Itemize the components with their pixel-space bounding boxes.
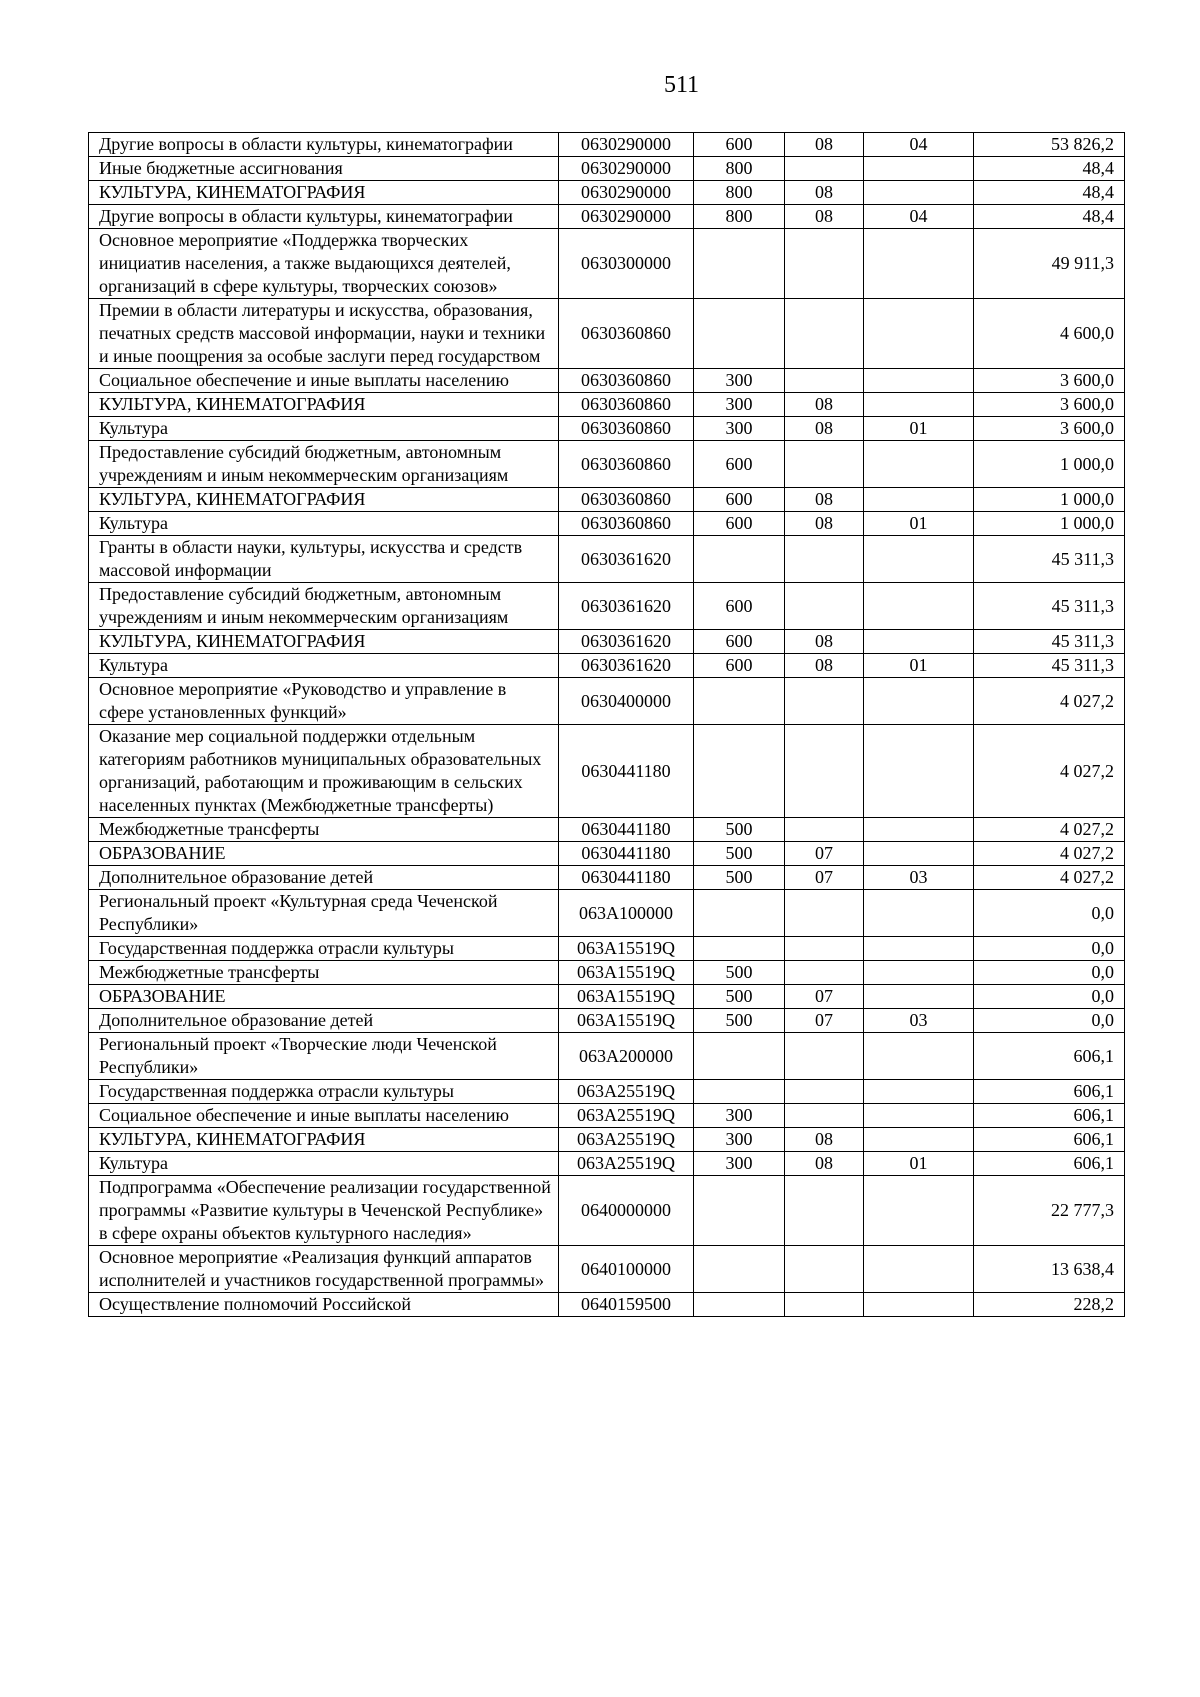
table-row xyxy=(89,961,1125,985)
section-cell xyxy=(785,937,864,961)
section-cell: 08 xyxy=(785,417,864,441)
target-code-cell: 0630361620 xyxy=(559,583,694,630)
subsection-cell xyxy=(864,1246,974,1293)
expense-type-cell: 300 xyxy=(694,1128,785,1152)
amount-cell: 0,0 xyxy=(974,937,1125,961)
item-name-cell: Дополнительное образование детей xyxy=(89,866,559,890)
subsection-cell xyxy=(864,818,974,842)
subsection-cell xyxy=(864,1104,974,1128)
amount-cell: 45 311,3 xyxy=(974,630,1125,654)
item-name-cell: Другие вопросы в области культуры, кинематографии xyxy=(89,205,559,229)
subsection-cell xyxy=(864,1033,974,1080)
amount-cell: 13 638,4 xyxy=(974,1246,1125,1293)
section-cell xyxy=(785,725,864,818)
subsection-cell xyxy=(864,488,974,512)
table-row xyxy=(89,1128,1125,1152)
item-name-cell: Культура xyxy=(89,512,559,536)
section-cell xyxy=(785,1246,864,1293)
section-cell xyxy=(785,961,864,985)
table-row xyxy=(89,181,1125,205)
expense-type-cell: 300 xyxy=(694,1152,785,1176)
amount-cell: 3 600,0 xyxy=(974,369,1125,393)
table-row xyxy=(89,1033,1125,1080)
subsection-cell: 04 xyxy=(864,205,974,229)
expense-type-cell: 500 xyxy=(694,842,785,866)
section-cell xyxy=(785,1176,864,1246)
subsection-cell xyxy=(864,1176,974,1246)
item-name-cell: ОБРАЗОВАНИЕ xyxy=(89,985,559,1009)
expense-type-cell xyxy=(694,229,785,299)
subsection-cell: 01 xyxy=(864,417,974,441)
subsection-cell: 04 xyxy=(864,133,974,157)
section-cell: 08 xyxy=(785,488,864,512)
section-cell: 07 xyxy=(785,985,864,1009)
expense-type-cell xyxy=(694,1080,785,1104)
item-name-cell: Другие вопросы в области культуры, кинематографии xyxy=(89,133,559,157)
amount-cell: 22 777,3 xyxy=(974,1176,1125,1246)
amount-cell: 1 000,0 xyxy=(974,441,1125,488)
expense-type-cell: 600 xyxy=(694,630,785,654)
item-name-cell: Социальное обеспечение и иные выплаты населению xyxy=(89,1104,559,1128)
expense-type-cell: 600 xyxy=(694,488,785,512)
item-name-cell: Основное мероприятие «Поддержка творческих инициатив населения, а также выдающихся деятелей, организаций в сфере культуры, творческих союзов» xyxy=(89,229,559,299)
amount-cell: 606,1 xyxy=(974,1033,1125,1080)
subsection-cell xyxy=(864,678,974,725)
subsection-cell xyxy=(864,229,974,299)
expense-type-cell: 300 xyxy=(694,393,785,417)
section-cell: 08 xyxy=(785,654,864,678)
target-code-cell: 063A15519Q xyxy=(559,961,694,985)
target-code-cell: 063A25519Q xyxy=(559,1152,694,1176)
subsection-cell xyxy=(864,725,974,818)
section-cell: 08 xyxy=(785,1128,864,1152)
amount-cell: 4 600,0 xyxy=(974,299,1125,369)
table-row xyxy=(89,441,1125,488)
section-cell xyxy=(785,536,864,583)
expense-type-cell: 300 xyxy=(694,369,785,393)
item-name-cell: Социальное обеспечение и иные выплаты населению xyxy=(89,369,559,393)
table-row xyxy=(89,1080,1125,1104)
target-code-cell: 0630290000 xyxy=(559,205,694,229)
subsection-cell xyxy=(864,181,974,205)
target-code-cell: 0630300000 xyxy=(559,229,694,299)
table-row xyxy=(89,157,1125,181)
item-name-cell: Подпрограмма «Обеспечение реализации государственной программы «Развитие культуры в Чеченской Республике» в сфере охраны объектов культурного наследия» xyxy=(89,1176,559,1246)
target-code-cell: 0630360860 xyxy=(559,512,694,536)
subsection-cell xyxy=(864,890,974,937)
amount-cell: 1 000,0 xyxy=(974,512,1125,536)
amount-cell: 48,4 xyxy=(974,157,1125,181)
expense-type-cell: 600 xyxy=(694,583,785,630)
amount-cell: 4 027,2 xyxy=(974,678,1125,725)
target-code-cell: 063A15519Q xyxy=(559,985,694,1009)
table-row xyxy=(89,229,1125,299)
expense-type-cell: 500 xyxy=(694,866,785,890)
amount-cell: 4 027,2 xyxy=(974,725,1125,818)
target-code-cell: 0630441180 xyxy=(559,866,694,890)
amount-cell: 49 911,3 xyxy=(974,229,1125,299)
item-name-cell: Региональный проект «Творческие люди Чеченской Республики» xyxy=(89,1033,559,1080)
item-name-cell: Государственная поддержка отрасли культуры xyxy=(89,1080,559,1104)
table-row xyxy=(89,1293,1125,1317)
table-row xyxy=(89,1009,1125,1033)
target-code-cell: 063A25519Q xyxy=(559,1104,694,1128)
subsection-cell xyxy=(864,1128,974,1152)
expense-type-cell xyxy=(694,678,785,725)
expense-type-cell xyxy=(694,299,785,369)
section-cell xyxy=(785,229,864,299)
section-cell: 08 xyxy=(785,630,864,654)
section-cell xyxy=(785,1104,864,1128)
expense-type-cell: 600 xyxy=(694,654,785,678)
amount-cell: 0,0 xyxy=(974,1009,1125,1033)
amount-cell: 3 600,0 xyxy=(974,393,1125,417)
table-row xyxy=(89,369,1125,393)
expense-type-cell: 500 xyxy=(694,818,785,842)
table-row xyxy=(89,1176,1125,1246)
subsection-cell xyxy=(864,157,974,181)
subsection-cell xyxy=(864,1080,974,1104)
item-name-cell: Предоставление субсидий бюджетным, автономным учреждениям и иным некоммерческим организациям xyxy=(89,441,559,488)
item-name-cell: Основное мероприятие «Реализация функций аппаратов исполнителей и участников государственной программы» xyxy=(89,1246,559,1293)
expense-type-cell: 600 xyxy=(694,512,785,536)
target-code-cell: 0630290000 xyxy=(559,133,694,157)
table-row xyxy=(89,1104,1125,1128)
expense-type-cell: 800 xyxy=(694,205,785,229)
item-name-cell: КУЛЬТУРА, КИНЕМАТОГРАФИЯ xyxy=(89,1128,559,1152)
section-cell xyxy=(785,157,864,181)
subsection-cell xyxy=(864,961,974,985)
expense-type-cell xyxy=(694,890,785,937)
subsection-cell xyxy=(864,299,974,369)
item-name-cell: Межбюджетные трансферты xyxy=(89,961,559,985)
table-row xyxy=(89,536,1125,583)
target-code-cell: 0630441180 xyxy=(559,725,694,818)
target-code-cell: 0630360860 xyxy=(559,369,694,393)
subsection-cell xyxy=(864,937,974,961)
item-name-cell: Межбюджетные трансферты xyxy=(89,818,559,842)
section-cell xyxy=(785,369,864,393)
target-code-cell: 0630360860 xyxy=(559,299,694,369)
target-code-cell: 063A25519Q xyxy=(559,1080,694,1104)
table-row xyxy=(89,417,1125,441)
section-cell xyxy=(785,1293,864,1317)
expense-type-cell xyxy=(694,1176,785,1246)
target-code-cell: 063A15519Q xyxy=(559,1009,694,1033)
subsection-cell xyxy=(864,630,974,654)
table-row xyxy=(89,818,1125,842)
amount-cell: 48,4 xyxy=(974,205,1125,229)
table-row xyxy=(89,937,1125,961)
target-code-cell: 0640100000 xyxy=(559,1246,694,1293)
table-row xyxy=(89,512,1125,536)
expense-type-cell: 300 xyxy=(694,417,785,441)
section-cell xyxy=(785,818,864,842)
target-code-cell: 063A200000 xyxy=(559,1033,694,1080)
expense-type-cell: 500 xyxy=(694,985,785,1009)
item-name-cell: Осуществление полномочий Российской xyxy=(89,1293,559,1317)
amount-cell: 606,1 xyxy=(974,1080,1125,1104)
item-name-cell: ОБРАЗОВАНИЕ xyxy=(89,842,559,866)
table-row xyxy=(89,488,1125,512)
item-name-cell: Региональный проект «Культурная среда Чеченской Республики» xyxy=(89,890,559,937)
section-cell: 08 xyxy=(785,512,864,536)
target-code-cell: 0630360860 xyxy=(559,417,694,441)
section-cell xyxy=(785,678,864,725)
subsection-cell: 01 xyxy=(864,654,974,678)
budget-table xyxy=(88,132,1125,1317)
item-name-cell: КУЛЬТУРА, КИНЕМАТОГРАФИЯ xyxy=(89,181,559,205)
subsection-cell xyxy=(864,842,974,866)
amount-cell: 45 311,3 xyxy=(974,583,1125,630)
item-name-cell: Оказание мер социальной поддержки отдельным категориям работников муниципальных образовательных организаций, работающим и проживающим в сельских населенных пунктах (Межбюджетные трансферты) xyxy=(89,725,559,818)
section-cell xyxy=(785,299,864,369)
target-code-cell: 0630361620 xyxy=(559,630,694,654)
table-row xyxy=(89,842,1125,866)
amount-cell: 0,0 xyxy=(974,890,1125,937)
table-row xyxy=(89,725,1125,818)
item-name-cell: Гранты в области науки, культуры, искусства и средств массовой информации xyxy=(89,536,559,583)
subsection-cell xyxy=(864,536,974,583)
expense-type-cell: 800 xyxy=(694,181,785,205)
amount-cell: 4 027,2 xyxy=(974,818,1125,842)
expense-type-cell xyxy=(694,725,785,818)
table-row xyxy=(89,985,1125,1009)
target-code-cell: 063A15519Q xyxy=(559,937,694,961)
item-name-cell: КУЛЬТУРА, КИНЕМАТОГРАФИЯ xyxy=(89,488,559,512)
target-code-cell: 0630360860 xyxy=(559,441,694,488)
item-name-cell: КУЛЬТУРА, КИНЕМАТОГРАФИЯ xyxy=(89,630,559,654)
section-cell: 08 xyxy=(785,181,864,205)
expense-type-cell: 600 xyxy=(694,133,785,157)
target-code-cell: 0630360860 xyxy=(559,488,694,512)
item-name-cell: Государственная поддержка отрасли культуры xyxy=(89,937,559,961)
expense-type-cell xyxy=(694,937,785,961)
subsection-cell: 01 xyxy=(864,512,974,536)
section-cell: 08 xyxy=(785,393,864,417)
amount-cell: 1 000,0 xyxy=(974,488,1125,512)
target-code-cell: 0640000000 xyxy=(559,1176,694,1246)
amount-cell: 4 027,2 xyxy=(974,866,1125,890)
subsection-cell xyxy=(864,393,974,417)
section-cell: 07 xyxy=(785,842,864,866)
item-name-cell: Основное мероприятие «Руководство и управление в сфере установленных функций» xyxy=(89,678,559,725)
item-name-cell: Дополнительное образование детей xyxy=(89,1009,559,1033)
target-code-cell: 0640159500 xyxy=(559,1293,694,1317)
item-name-cell: Премии в области литературы и искусства, образования, печатных средств массовой информации, науки и техники и иные поощрения за особые заслуги перед государством xyxy=(89,299,559,369)
table-row xyxy=(89,299,1125,369)
table-row xyxy=(89,654,1125,678)
subsection-cell xyxy=(864,369,974,393)
item-name-cell: Иные бюджетные ассигнования xyxy=(89,157,559,181)
subsection-cell xyxy=(864,441,974,488)
section-cell xyxy=(785,583,864,630)
amount-cell: 48,4 xyxy=(974,181,1125,205)
expense-type-cell xyxy=(694,1033,785,1080)
amount-cell: 606,1 xyxy=(974,1152,1125,1176)
amount-cell: 606,1 xyxy=(974,1104,1125,1128)
item-name-cell: КУЛЬТУРА, КИНЕМАТОГРАФИЯ xyxy=(89,393,559,417)
expense-type-cell: 500 xyxy=(694,961,785,985)
target-code-cell: 0630360860 xyxy=(559,393,694,417)
table-row xyxy=(89,1152,1125,1176)
subsection-cell xyxy=(864,1293,974,1317)
amount-cell: 4 027,2 xyxy=(974,842,1125,866)
item-name-cell: Культура xyxy=(89,654,559,678)
expense-type-cell: 800 xyxy=(694,157,785,181)
section-cell: 08 xyxy=(785,205,864,229)
amount-cell: 0,0 xyxy=(974,985,1125,1009)
expense-type-cell xyxy=(694,1293,785,1317)
amount-cell: 228,2 xyxy=(974,1293,1125,1317)
table-row xyxy=(89,583,1125,630)
target-code-cell: 063A25519Q xyxy=(559,1128,694,1152)
table-row xyxy=(89,393,1125,417)
amount-cell: 53 826,2 xyxy=(974,133,1125,157)
subsection-cell: 03 xyxy=(864,1009,974,1033)
target-code-cell: 0630290000 xyxy=(559,157,694,181)
expense-type-cell xyxy=(694,536,785,583)
section-cell xyxy=(785,890,864,937)
section-cell xyxy=(785,441,864,488)
section-cell xyxy=(785,1080,864,1104)
table-row xyxy=(89,133,1125,157)
expense-type-cell xyxy=(694,1246,785,1293)
expense-type-cell: 600 xyxy=(694,441,785,488)
target-code-cell: 0630290000 xyxy=(559,181,694,205)
amount-cell: 3 600,0 xyxy=(974,417,1125,441)
target-code-cell: 0630361620 xyxy=(559,536,694,583)
subsection-cell: 03 xyxy=(864,866,974,890)
section-cell xyxy=(785,1033,864,1080)
page-number: 511 xyxy=(663,72,700,98)
section-cell: 07 xyxy=(785,866,864,890)
amount-cell: 0,0 xyxy=(974,961,1125,985)
target-code-cell: 0630441180 xyxy=(559,842,694,866)
table-body xyxy=(89,133,1125,1317)
item-name-cell: Культура xyxy=(89,417,559,441)
subsection-cell: 01 xyxy=(864,1152,974,1176)
subsection-cell xyxy=(864,583,974,630)
amount-cell: 606,1 xyxy=(974,1128,1125,1152)
section-cell: 08 xyxy=(785,133,864,157)
table-row xyxy=(89,630,1125,654)
expense-type-cell: 300 xyxy=(694,1104,785,1128)
table-row xyxy=(89,678,1125,725)
table-row xyxy=(89,205,1125,229)
target-code-cell: 063A100000 xyxy=(559,890,694,937)
table-row xyxy=(89,890,1125,937)
expense-type-cell: 500 xyxy=(694,1009,785,1033)
amount-cell: 45 311,3 xyxy=(974,536,1125,583)
section-cell: 07 xyxy=(785,1009,864,1033)
item-name-cell: Предоставление субсидий бюджетным, автономным учреждениям и иным некоммерческим организациям xyxy=(89,583,559,630)
amount-cell: 45 311,3 xyxy=(974,654,1125,678)
target-code-cell: 0630361620 xyxy=(559,654,694,678)
target-code-cell: 0630441180 xyxy=(559,818,694,842)
table-row xyxy=(89,866,1125,890)
subsection-cell xyxy=(864,985,974,1009)
section-cell: 08 xyxy=(785,1152,864,1176)
item-name-cell: Культура xyxy=(89,1152,559,1176)
table-row xyxy=(89,1246,1125,1293)
target-code-cell: 0630400000 xyxy=(559,678,694,725)
